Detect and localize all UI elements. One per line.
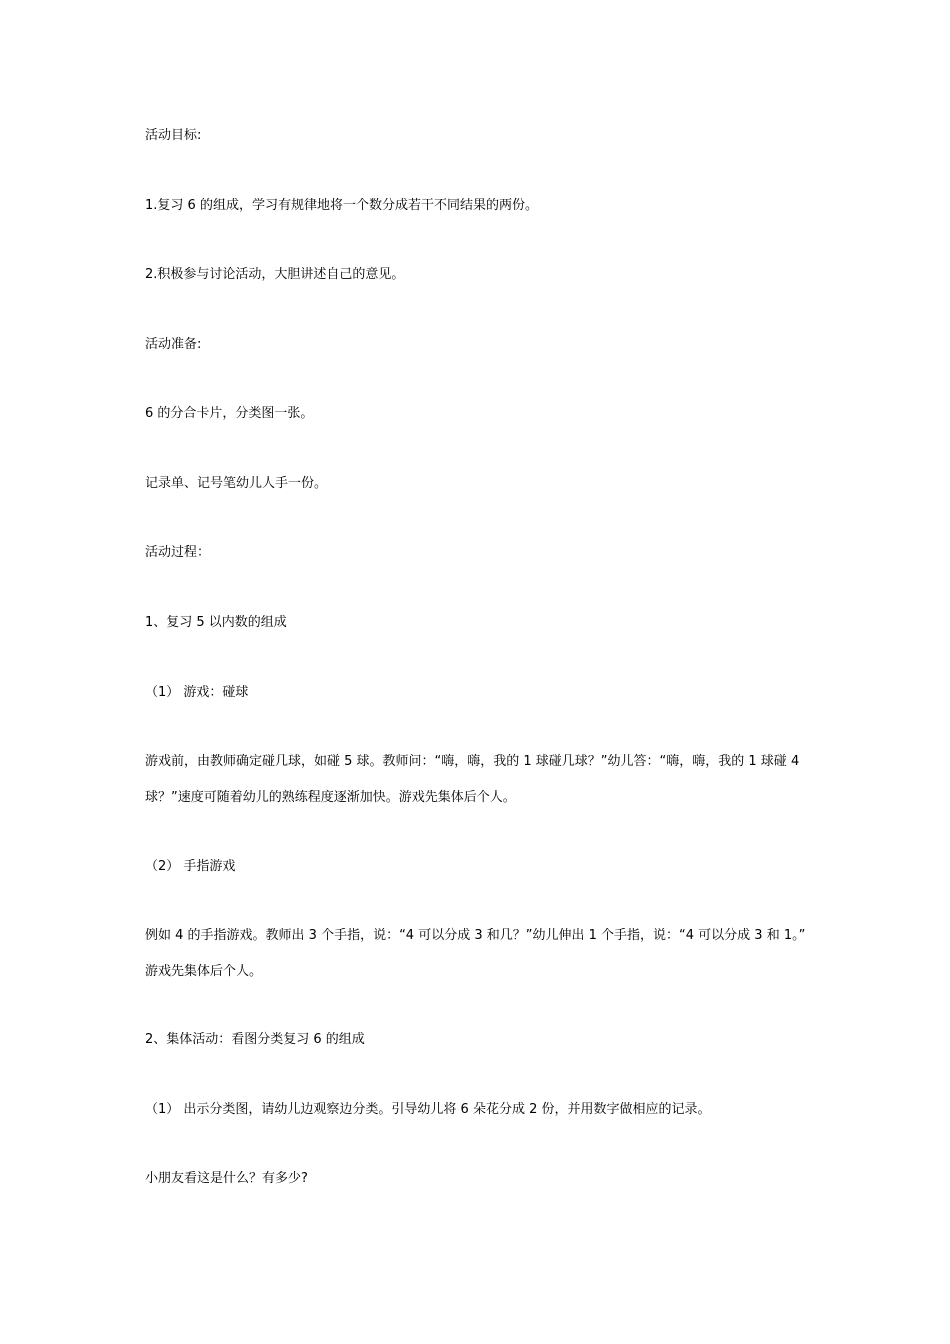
process-step-2: 2、集体活动：看图分类复习 6 的组成 [145, 1032, 365, 1047]
question-line: 小朋友看这是什么？有多少? [145, 1171, 308, 1186]
game-ball-description: 游戏前，由教师确定碰几球，如碰 5 球。教师问：“嗨，嗨，我的 1 球碰几球？”幼儿答：“嗨，嗨，我的 1 球碰 4 球？”速度可随着幼儿的熟练程度逐渐加快。游戏先集体后个人。 [145, 754, 800, 805]
process-substep-classification: （1） 出示分类图，请幼儿边观察边分类。引导幼儿将 6 朵花分成 2 份，并用数字做相应的记录。 [145, 1102, 711, 1117]
preparation-item-1: 6 的分合卡片，分类图一张。 [145, 406, 314, 421]
process-substep-game-ball: （1） 游戏：碰球 [145, 685, 249, 700]
process-substep-finger-game: （2） 手指游戏 [145, 859, 236, 874]
heading-activity-process: 活动过程： [145, 545, 211, 560]
finger-game-description: 例如 4 的手指游戏。教师出 3 个手指，说：“4 可以分成 3 和几？”幼儿伸出 1 个手指，说：“4 可以分成 3 和 1。” 游戏先集体后个人。 [145, 928, 806, 979]
process-step-1: 1、复习 5 以内数的组成 [145, 615, 287, 630]
goal-item-1: 1.复习 6 的组成，学习有规律地将一个数分成若干不同结果的两份。 [145, 198, 538, 213]
preparation-item-2: 记录单、记号笔幼儿人手一份。 [145, 476, 328, 491]
goal-item-2: 2.积极参与讨论活动，大胆讲述自己的意见。 [145, 267, 405, 282]
heading-activity-preparation: 活动准备: [145, 337, 202, 352]
heading-activity-goals: 活动目标: [145, 128, 202, 143]
